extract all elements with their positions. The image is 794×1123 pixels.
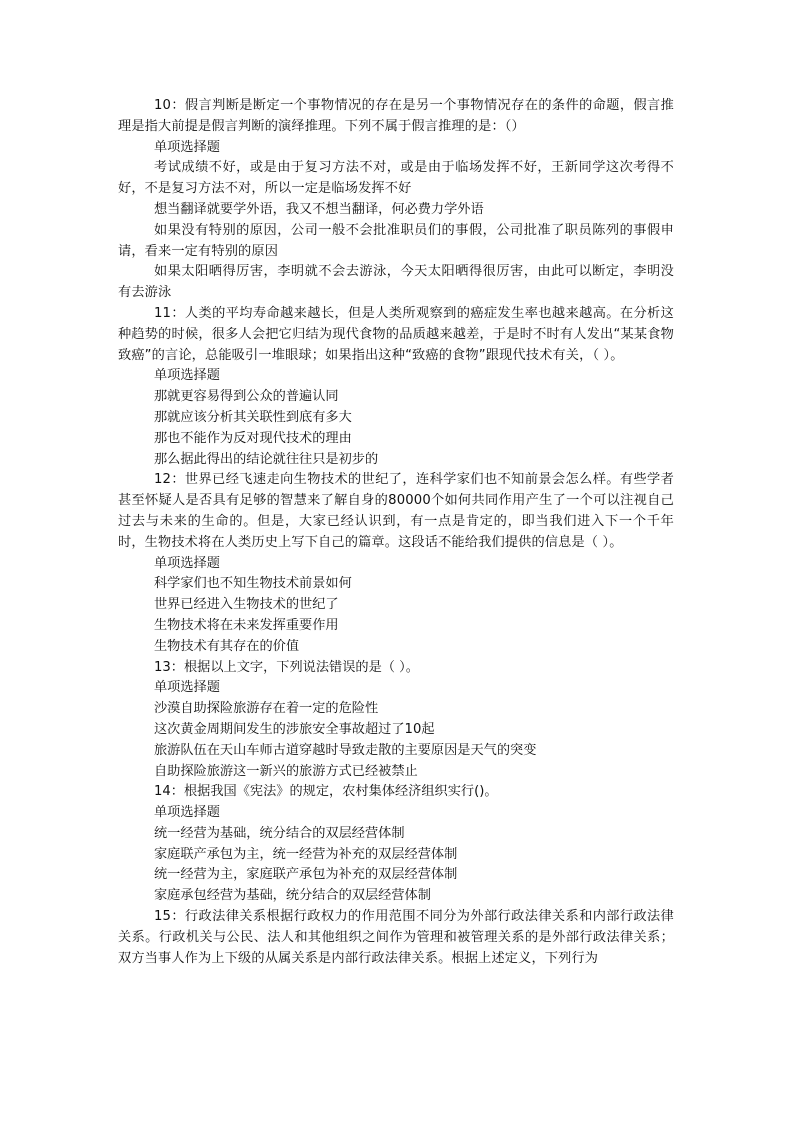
question-13-stem: 13：根据以上文字，下列说法错误的是（ ）。 (154, 659, 419, 675)
question-10-option-b: 想当翻译就要学外语，我又不想当翻译，何必费力学外语 (154, 201, 484, 217)
question-11-stem: 11：人类的平均寿命越来越长，但是人类所观察到的癌症发生率也越来越高。在分析这种趋势的时候，很多人会把它归结为现代食物的品质越来越差，于是时不时有人发出“某某食物致癌”的言论，总能吸引一堆眼球；如果指出这种“致癌的食物”跟现代技术有关，（ ）。 (118, 305, 674, 363)
question-14-option-c: 统一经营为主，家庭联产承包为补充的双层经营体制 (154, 867, 458, 883)
question-10-stem: 10：假言判断是断定一个事物情况的存在是另一个事物情况存在的条件的命题，假言推理是指大前提是假言判断的演绎推理。下列不属于假言推理的是：（） (118, 98, 674, 134)
question-12-option-c: 生物技术将在未来发挥重要作用 (154, 617, 339, 633)
question-10-option-a: 考试成绩不好，或是由于复习方法不对，或是由于临场发挥不好，王新同学这次考得不好，不是复习方法不对，所以一定是临场发挥不好 (118, 160, 674, 197)
question-11-option-d: 那么据此得出的结论就往往只是初步的 (154, 451, 379, 467)
question-13-option-a: 沙漠自助探险旅游存在着一定的危险性 (154, 701, 379, 717)
question-14-option-d: 家庭承包经营为基础，统分结合的双层经营体制 (154, 888, 431, 904)
question-14-option-b: 家庭联产承包为主，统一经营为补充的双层经营体制 (154, 846, 458, 862)
question-10-option-c: 如果没有特别的原因，公司一般不会批准职员们的事假，公司批准了职员陈列的事假申请，看来一定有特别的原因 (118, 222, 674, 259)
question-12-type: 单项选择题 (154, 555, 220, 571)
question-12-option-a: 科学家们也不知生物技术前景如何 (154, 576, 352, 592)
question-12-option-b: 世界已经进入生物技术的世纪了 (154, 597, 339, 613)
question-14-option-a: 统一经营为基础，统分结合的双层经营体制 (154, 825, 405, 841)
document-body (118, 96, 674, 969)
question-12-option-d: 生物技术有其存在的价值 (154, 638, 300, 654)
question-11-option-c: 那也不能作为反对现代技术的理由 (154, 430, 352, 446)
question-13-option-d: 自助探险旅游这一新兴的旅游方式已经被禁止 (154, 763, 418, 779)
question-10-option-d: 如果太阳晒得厉害，李明就不会去游泳，今天太阳晒得很厉害，由此可以断定，李明没有去游泳 (118, 264, 674, 301)
question-14-stem: 14：根据我国《宪法》的规定，农村集体经济组织实行()。 (154, 784, 498, 800)
question-13-type: 单项选择题 (154, 680, 220, 696)
question-15-stem: 15：行政法律关系根据行政权力的作用范围不同分为外部行政法律关系和内部行政法律关系。行政机关与公民、法人和其他组织之间作为管理和被管理关系的是外部行政法律关系；双方当事人作为上下级的从属关系是内部行政法律关系。根据上述定义，下列行为 (118, 909, 674, 966)
question-13-option-b: 这次黄金周期间发生的涉旅安全事故超过了10起 (154, 721, 435, 737)
question-14-type: 单项选择题 (154, 805, 220, 821)
question-11-option-a: 那就更容易得到公众的普遍认同 (154, 389, 339, 405)
question-10-type: 单项选择题 (154, 139, 220, 155)
question-11-type: 单项选择题 (154, 368, 220, 384)
question-11-option-b: 那就应该分析其关联性到底有多大 (154, 409, 352, 425)
question-13-option-c: 旅游队伍在天山车师古道穿越时导致走散的主要原因是天气的突变 (154, 742, 537, 758)
question-12-stem: 12：世界已经飞速走向生物技术的世纪了，连科学家们也不知前景会怎么样。有些学者甚至怀疑人是否具有足够的智慧来了解自身的80000个如何共同作用产生了一个可以注视自己过去与未来的生命的。但是，大家已经认识到，有一点是肯定的，即当我们进入下一个千年时，生物技术将在人类历史上写下自己的篇章。这段话不能给我们提供的信息是（ ）。 (118, 472, 674, 550)
